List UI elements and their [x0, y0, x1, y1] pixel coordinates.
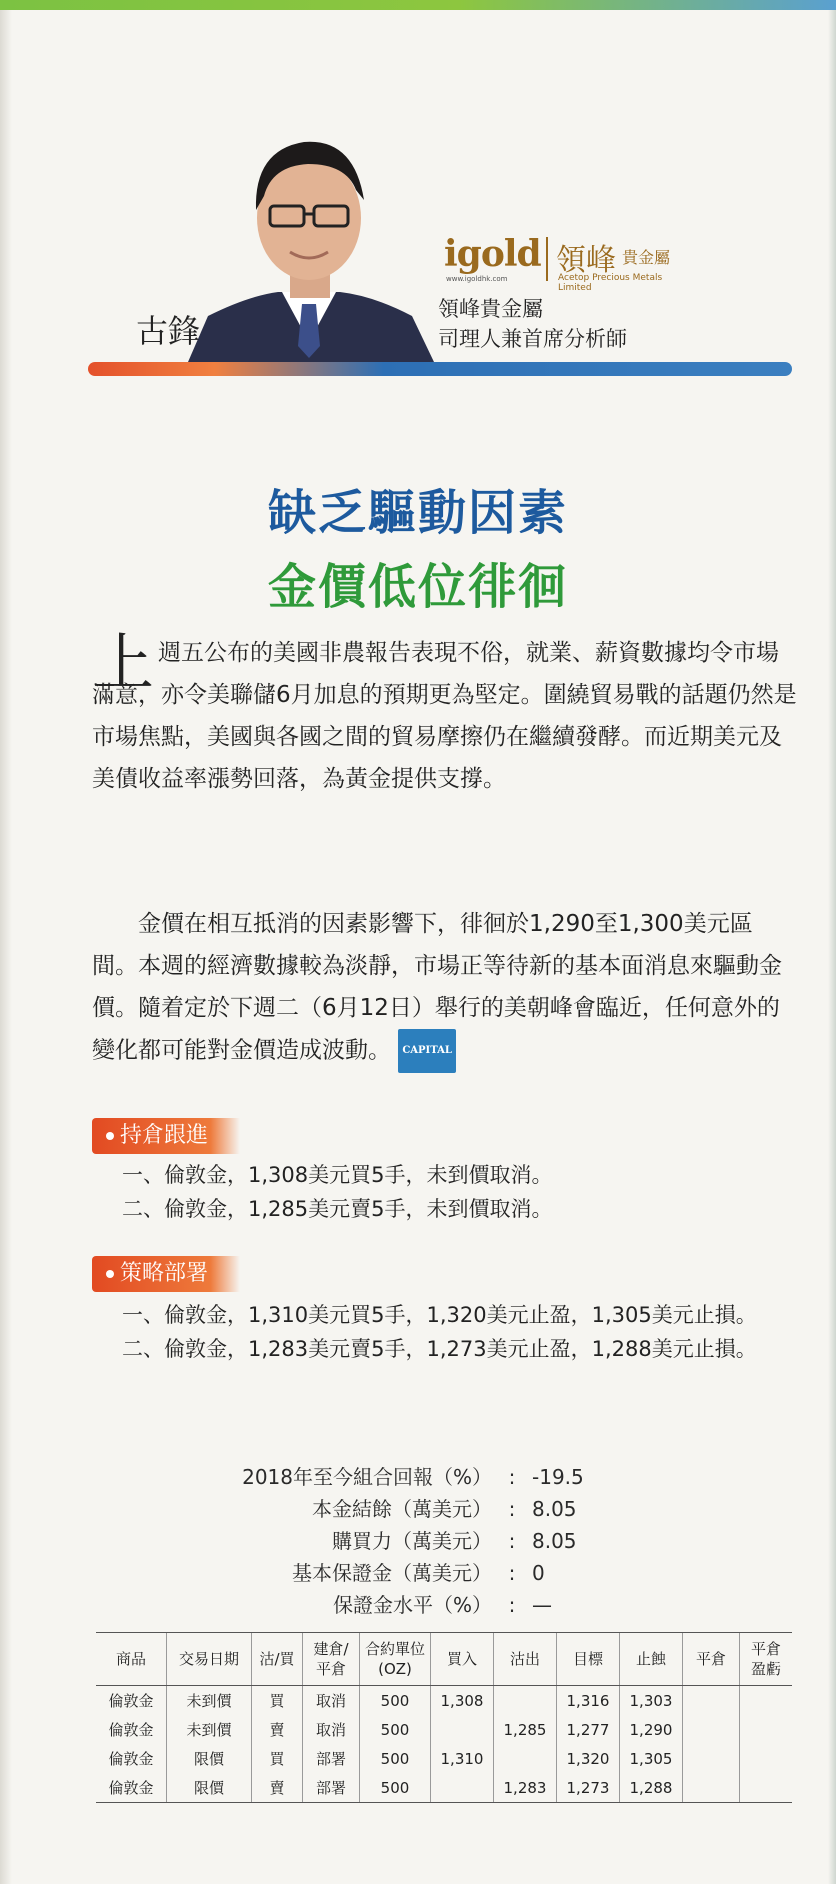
table-cell: 1,308: [431, 1686, 494, 1716]
col-header: 商品: [96, 1633, 167, 1686]
table-cell: 未到價: [167, 1686, 252, 1716]
summary-row: [180, 1493, 620, 1525]
summary-value: 8.05: [532, 1529, 577, 1553]
table-cell: 1,316: [557, 1686, 620, 1716]
summary-value: -19.5: [532, 1465, 584, 1489]
author-position: 司理人兼首席分析師: [438, 327, 627, 351]
table-row: [96, 1744, 792, 1773]
logo-separator: [546, 237, 548, 281]
col-header: 沽出: [494, 1633, 557, 1686]
table-cell: 部署: [303, 1773, 360, 1803]
col-header: 交易日期: [167, 1633, 252, 1686]
summary-row: [180, 1589, 620, 1621]
table-cell: 倫敦金: [96, 1773, 167, 1803]
table-cell: 未到價: [167, 1715, 252, 1744]
summary-label: 購買力（萬美元）: [332, 1529, 492, 1553]
list-item-text: 倫敦金，1,285美元賣5手，未到價取消。: [164, 1197, 553, 1221]
list-item: [122, 1298, 782, 1332]
table-cell: 部署: [303, 1744, 360, 1773]
table-cell: 倫敦金: [108, 1692, 154, 1710]
table-cell: [431, 1773, 494, 1803]
table-cell: 1,273: [557, 1773, 620, 1803]
table-cell: 1,310: [431, 1744, 494, 1773]
table-cell: 1,285: [494, 1715, 557, 1744]
table-cell: 500: [360, 1715, 431, 1744]
portfolio-summary: [180, 1461, 620, 1621]
logo-english: Acetop Precious Metals Limited: [558, 273, 663, 293]
page-edge: [828, 10, 836, 1884]
page-binding-shadow: [0, 10, 12, 1884]
logo-chinese: 領峰: [556, 243, 616, 278]
igold-logo: [444, 233, 694, 293]
summary-label: 保證金水平（%）: [332, 1593, 492, 1617]
list-item-number: 一、: [122, 1163, 164, 1187]
table-cell: 1,288: [620, 1773, 683, 1803]
table-cell: [683, 1744, 740, 1773]
positions-list: [122, 1158, 782, 1226]
table-cell: 買: [252, 1686, 303, 1716]
list-item: [122, 1158, 782, 1192]
table-cell: 500: [360, 1686, 431, 1716]
strategy-tag-label: 策略部署: [120, 1261, 209, 1286]
table-cell: 取消: [303, 1686, 360, 1716]
company-name: 領峰貴金屬: [438, 297, 543, 321]
list-item-text: 倫敦金，1,283美元賣5手，1,273美元止盈，1,288美元止損。: [164, 1337, 757, 1361]
summary-row: [180, 1557, 620, 1589]
headline-line1: 缺乏驅動因素: [267, 485, 568, 541]
paragraph-2: [92, 903, 798, 1073]
summary-colon: :: [508, 1497, 516, 1521]
summary-value: 0: [532, 1561, 545, 1585]
summary-row: [180, 1461, 620, 1493]
summary-colon: :: [508, 1561, 516, 1585]
table-cell: 1,277: [557, 1715, 620, 1744]
table-cell: 500: [360, 1744, 431, 1773]
capital-end-mark: CAPITAL: [398, 1029, 456, 1073]
table-cell: 1,320: [557, 1744, 620, 1773]
table-cell: [740, 1744, 793, 1773]
col-header: 買入: [431, 1633, 494, 1686]
summary-value: 8.05: [532, 1497, 577, 1521]
table-cell: [740, 1686, 793, 1716]
table-cell: 取消: [303, 1715, 360, 1744]
list-item: [122, 1192, 782, 1226]
list-item: [122, 1332, 782, 1366]
table-cell: 1,303: [620, 1686, 683, 1716]
table-cell: [740, 1773, 793, 1803]
bullet-dot: [106, 1270, 114, 1278]
author-affiliation: [438, 294, 627, 354]
logo-brand: igold: [444, 233, 541, 275]
table-cell: [683, 1715, 740, 1744]
table-cell: 500: [360, 1773, 431, 1803]
table-cell: [494, 1686, 557, 1716]
paragraph-1-text: 週五公布的美國非農報告表現不俗，就業、薪資數據均令市場滿意，亦令美聯儲6月加息的預期更為堅定。圍繞貿易戰的話題仍然是市場焦點，美國與各國之間的貿易摩擦仍在繼續發酵。而近期美元及美債收益率漲勢回落，為黃金提供支撐。: [92, 640, 797, 792]
table-row: [96, 1686, 792, 1716]
paragraph-1: [92, 626, 798, 800]
list-item-text: 倫敦金，1,310美元買5手，1,320美元止盈，1,305美元止損。: [164, 1303, 757, 1327]
table-cell: 賣: [252, 1773, 303, 1803]
headline-line2: 金價低位徘徊: [267, 559, 568, 615]
strategy-tag: [92, 1256, 240, 1292]
list-item-text: 倫敦金，1,308美元買5手，未到價取消。: [164, 1163, 553, 1187]
col-header: 目標: [557, 1633, 620, 1686]
summary-colon: :: [508, 1465, 516, 1489]
drop-cap: 上: [92, 626, 155, 699]
bullet-dot: [106, 1132, 114, 1140]
paragraph-2-text: 金價在相互抵消的因素影響下，徘徊於1,290至1,300美元區間。本週的經濟數據較為淡靜，市場正等待新的基本面消息來驅動金價。隨着定於下週二（6月12日）舉行的美朝峰會臨近，任何意外的變化都可能對金價造成波動。: [92, 911, 782, 1064]
col-header: 建倉/平倉: [303, 1633, 360, 1686]
author-portrait: [178, 120, 440, 362]
positions-tag-label: 持倉跟進: [120, 1123, 209, 1148]
summary-row: [180, 1525, 620, 1557]
strategy-list: [122, 1298, 782, 1366]
table-cell: [683, 1686, 740, 1716]
summary-value: —: [532, 1593, 552, 1617]
list-item-number: 一、: [122, 1303, 164, 1327]
logo-url: www.igoldhk.com: [446, 275, 508, 283]
summary-label: 2018年至今組合回報（%）: [242, 1465, 492, 1489]
col-header: 止蝕: [620, 1633, 683, 1686]
table-cell: [431, 1715, 494, 1744]
logo-chinese-small: 貴金屬: [622, 248, 671, 267]
top-color-band: [0, 0, 836, 10]
positions-tag: [92, 1118, 240, 1154]
table-row: [96, 1773, 792, 1803]
table-cell: [494, 1744, 557, 1773]
col-header: 平倉盈虧: [740, 1633, 793, 1686]
table-cell: 倫敦金: [108, 1721, 154, 1739]
table-header-row: [96, 1633, 792, 1686]
col-header: 沽/買: [252, 1633, 303, 1686]
table-cell: [683, 1773, 740, 1803]
col-header: 平倉: [683, 1633, 740, 1686]
table-cell: 倫敦金: [108, 1750, 154, 1768]
table-cell: 1,290: [620, 1715, 683, 1744]
table-cell: [740, 1715, 793, 1744]
table-cell: 買: [252, 1744, 303, 1773]
table-cell: 賣: [252, 1715, 303, 1744]
header-divider: [88, 362, 792, 376]
list-item-number: 二、: [122, 1197, 164, 1221]
table-cell: 限價: [167, 1773, 252, 1803]
author-name: 古鋒: [136, 312, 201, 350]
summary-colon: :: [508, 1593, 516, 1617]
col-header: 合約單位(OZ): [360, 1633, 431, 1686]
table-cell: 1,283: [494, 1773, 557, 1803]
summary-label: 基本保證金（萬美元）: [292, 1561, 492, 1585]
summary-label: 本金結餘（萬美元）: [312, 1497, 492, 1521]
list-item-number: 二、: [122, 1337, 164, 1361]
table-cell: 限價: [167, 1744, 252, 1773]
trades-table: [96, 1632, 792, 1803]
table-row: [96, 1715, 792, 1744]
table-cell: 1,305: [620, 1744, 683, 1773]
summary-colon: :: [508, 1529, 516, 1553]
